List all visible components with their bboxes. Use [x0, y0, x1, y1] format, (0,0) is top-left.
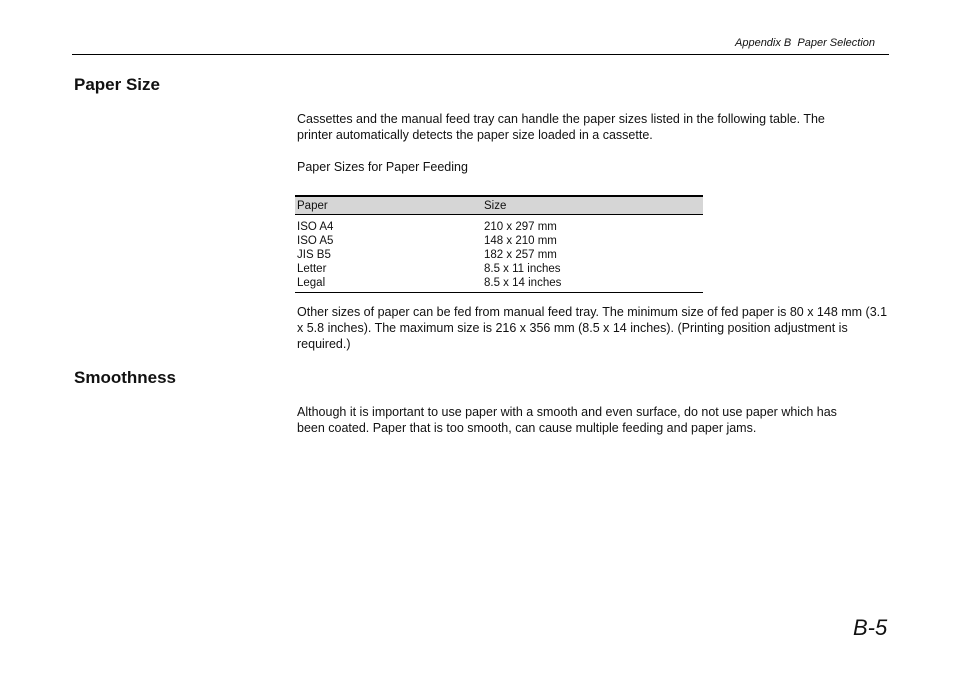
table-row [295, 276, 703, 293]
paper-sizes-table [295, 195, 703, 293]
column-header-size: Size [482, 196, 703, 215]
smoothness-heading: Smoothness [74, 368, 177, 387]
table-row [295, 248, 703, 262]
paper-name-cell: Legal [295, 276, 482, 293]
smoothness-paragraph: Although it is important to use paper with a smooth and even surface, do not use paper which has been coated. Paper that is too smooth, can cause multiple feeding and paper jams. [297, 405, 837, 435]
table-row [295, 215, 703, 235]
other-sizes-paragraph: Other sizes of paper can be fed from manual feed tray. The minimum size of fed paper is 80 x 148 mm (3.1 x 5.8 inches). The maximum size is 216 x 356 mm (8.5 x 14 inches). (Printing position adjustment is required.) [297, 305, 888, 351]
paper-size-cell: 210 x 297 mm [484, 221, 557, 233]
table-caption: Paper Sizes for Paper Feeding [297, 160, 468, 174]
table-header-row [295, 196, 703, 215]
paper-size-intro: Cassettes and the manual feed tray can handle the paper sizes listed in the following table. The printer automatically detects the paper size loaded in a cassette. [297, 112, 825, 142]
paper-name-cell: ISO A5 [297, 235, 334, 247]
table-row [295, 234, 703, 248]
paper-size-cell: 182 x 257 mm [484, 249, 557, 261]
running-header: Appendix B Paper Selection [735, 37, 876, 49]
paper-size-cell: 148 x 210 mm [484, 235, 557, 247]
paper-name-cell: JIS B5 [297, 249, 331, 261]
paper-name-cell: ISO A4 [297, 221, 334, 233]
paper-size-cell: 8.5 x 14 inches [482, 276, 703, 293]
page-number: B-5 [853, 615, 888, 640]
paper-size-heading: Paper Size [74, 75, 160, 94]
column-header-paper: Paper [295, 196, 482, 215]
paper-name-cell: Letter [297, 263, 327, 275]
header-rule [72, 54, 889, 55]
table-row [295, 262, 703, 276]
paper-size-cell: 8.5 x 11 inches [484, 263, 561, 275]
